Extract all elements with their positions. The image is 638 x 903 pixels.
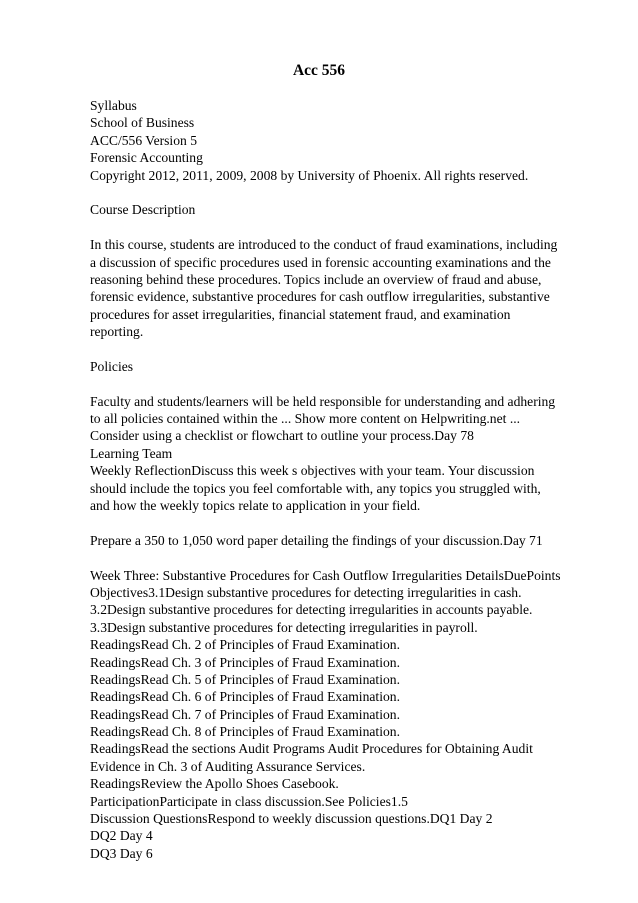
paragraph-gap — [90, 184, 610, 201]
header-line: ACC/556 Version 5 — [90, 132, 197, 148]
paragraph-line: Faculty and students/learners will be held responsible for understanding and adhering — [90, 393, 556, 409]
week-three-line: ParticipationParticipate in class discussion.See Policies1.5 — [90, 793, 408, 809]
week-three-line: Week Three: Substantive Procedures for Cash Outflow Irregularities DetailsDuePoints — [90, 567, 561, 583]
paragraph-line: and how the weekly topics relate to application in your field. — [90, 497, 421, 513]
week-three-line: Objectives3.1Design substantive procedures for detecting irregularities in cash. — [90, 584, 522, 600]
paragraph-gap — [90, 219, 610, 236]
paragraph-line: a discussion of specific procedures used in forensic accounting examinations and the — [90, 254, 551, 270]
document-body — [90, 97, 610, 862]
paragraph-line: Weekly ReflectionDiscuss this week s objectives with your team. Your discussion — [90, 463, 535, 479]
paragraph-line: to all policies contained within the ... Show more content on Helpwriting.net ... — [90, 411, 521, 427]
document-title: Acc 556 — [292, 62, 346, 79]
week-three-line: ReadingsRead Ch. 8 of Principles of Fraud Examination. — [90, 724, 400, 740]
course-description-heading: Course Description — [90, 202, 196, 218]
paragraph-gap — [90, 340, 610, 357]
copyright-line: Copyright 2012, 2011, 2009, 2008 by University of Phoenix. All rights reserved. — [90, 167, 529, 183]
week-three-line: ReadingsRead Ch. 5 of Principles of Fraud Examination. — [90, 671, 400, 687]
paragraph-line: Learning Team — [90, 445, 173, 461]
paragraph-line: should include the topics you feel comfortable with, any topics you struggled with, — [90, 480, 541, 496]
week-three-line: 3.2Design substantive procedures for detecting irregularities in accounts payable. — [90, 602, 533, 618]
header-line: Syllabus — [90, 98, 137, 113]
course-description-paragraph — [90, 236, 610, 340]
week-three-section — [90, 567, 610, 863]
policies-heading: Policies — [90, 358, 134, 374]
policies-paragraph — [90, 393, 610, 515]
week-three-line: ReadingsRead Ch. 7 of Principles of Fraud Examination. — [90, 706, 400, 722]
paragraph-gap — [90, 549, 610, 566]
week-three-line: ReadingsRead the sections Audit Programs Audit Procedures for Obtaining Audit — [90, 741, 533, 757]
paragraph-line: reasoning behind these procedures. Topics include an overview of fraud and abuse, — [90, 271, 542, 287]
week-three-line: Discussion QuestionsRespond to weekly discussion questions.DQ1 Day 2 — [90, 811, 493, 827]
paragraph-line: reporting. — [90, 324, 144, 340]
week-three-line: DQ3 Day 6 — [90, 845, 153, 861]
header-line: School of Business — [90, 115, 195, 131]
paragraph-gap — [90, 514, 610, 531]
paper-assignment-line: Prepare a 350 to 1,050 word paper detailing the findings of your discussion.Day 71 — [90, 532, 543, 548]
week-three-line: DQ2 Day 4 — [90, 828, 153, 844]
paragraph-line: forensic evidence, substantive procedures for cash outflow irregularities, substantive — [90, 289, 550, 305]
header-block — [90, 97, 610, 184]
week-three-line: ReadingsReview the Apollo Shoes Casebook. — [90, 776, 339, 792]
week-three-line: ReadingsRead Ch. 2 of Principles of Fraud Examination. — [90, 637, 400, 653]
week-three-line: ReadingsRead Ch. 6 of Principles of Fraud Examination. — [90, 689, 400, 705]
week-three-line: 3.3Design substantive procedures for detecting irregularities in payroll. — [90, 619, 478, 635]
header-line: Forensic Accounting — [90, 150, 203, 166]
paragraph-line: In this course, students are introduced to the conduct of fraud examinations, including — [90, 237, 558, 253]
week-three-line: Evidence in Ch. 3 of Auditing Assurance Services. — [90, 758, 366, 774]
week-three-line: ReadingsRead Ch. 3 of Principles of Fraud Examination. — [90, 654, 400, 670]
paragraph-gap — [90, 375, 610, 392]
paragraph-line: procedures for asset irregularities, financial statement fraud, and examination — [90, 306, 511, 322]
paragraph-line: Consider using a checklist or flowchart to outline your process.Day 78 — [90, 428, 474, 444]
